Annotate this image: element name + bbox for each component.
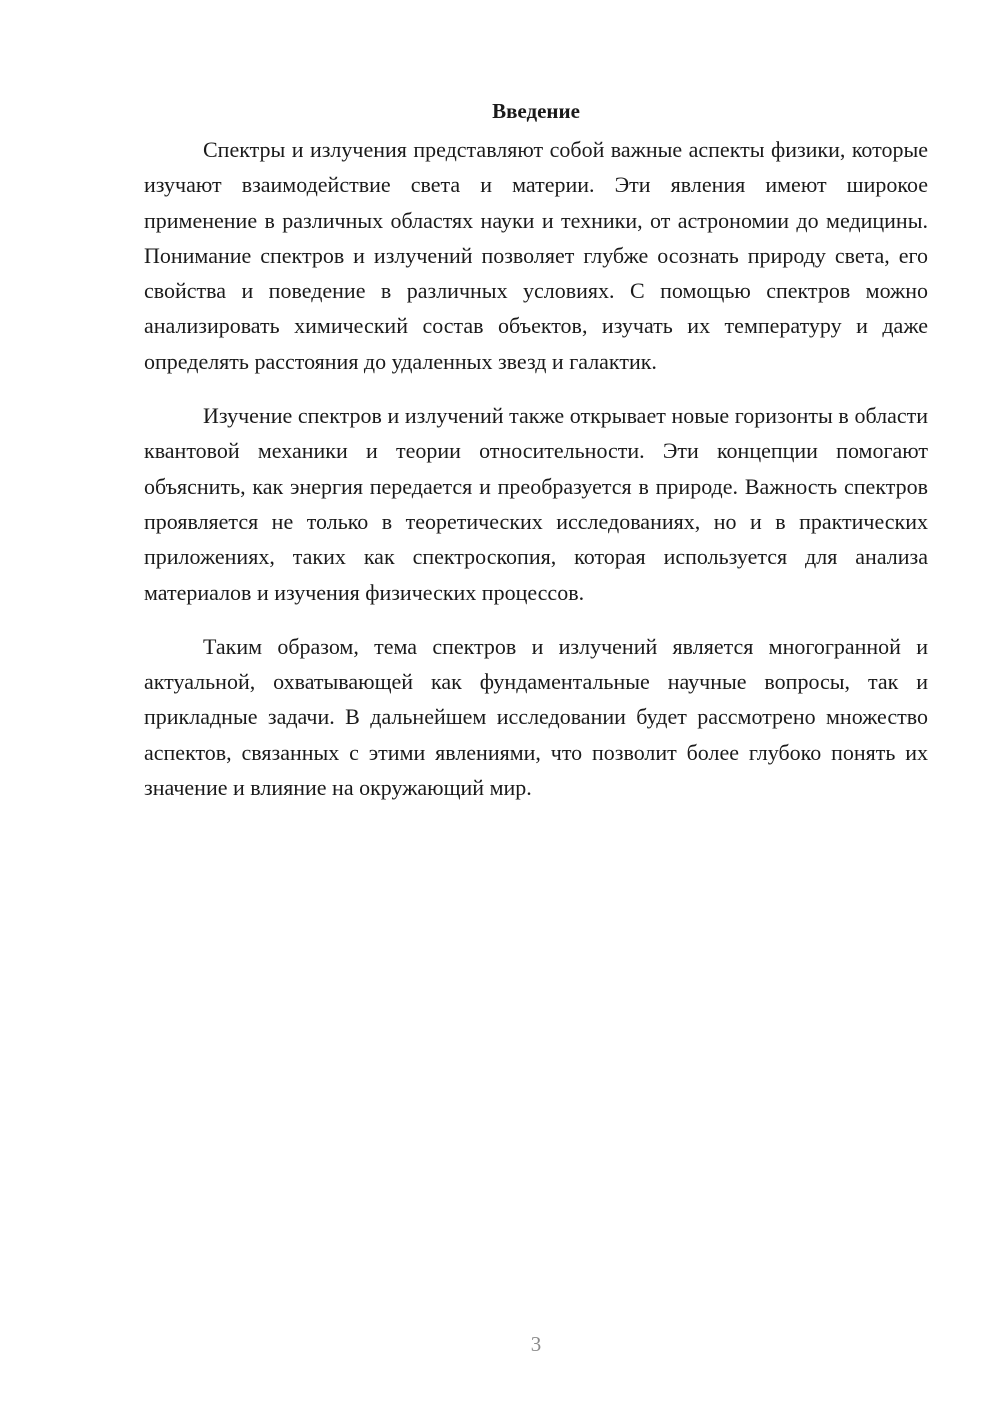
section-title: Введение [492,99,580,123]
page-number: 3 [530,1332,542,1356]
paragraph-1: Спектры и излучения представляют собой важные аспекты физики, которые изучают взаимодействие света и материи. Эти явления имеют широкое применение в различных областях науки и техники, от астрономии до медицины. Понимание спектров и излучений позволяет глубже осознать природу света, его свойства и поведение в различных условиях. С помощью спектров можно анализировать химический состав объектов, изучать их температуру и даже определять расстояния до удаленных звезд и галактик. [144,137,928,374]
paragraph-2: Изучение спектров и излучений также открывает новые горизонты в области квантовой механики и теории относительности. Эти концепции помогают объяснить, как энергия передается и преобразуется в природе. Важность спектров проявляется не только в теоретических исследованиях, но и в практических приложениях, таких как спектроскопия, которая используется для анализа материалов и изучения физических процессов. [144,403,928,605]
document-page [144,96,928,805]
paragraph-3: Таким образом, тема спектров и излучений является многогранной и актуальной, охватывающей как фундаментальные научные вопросы, так и прикладные задачи. В дальнейшем исследовании будет рассмотрено множество аспектов, связанных с этими явлениями, что позволит более глубоко понять их значение и влияние на окружающий мир. [144,633,928,801]
